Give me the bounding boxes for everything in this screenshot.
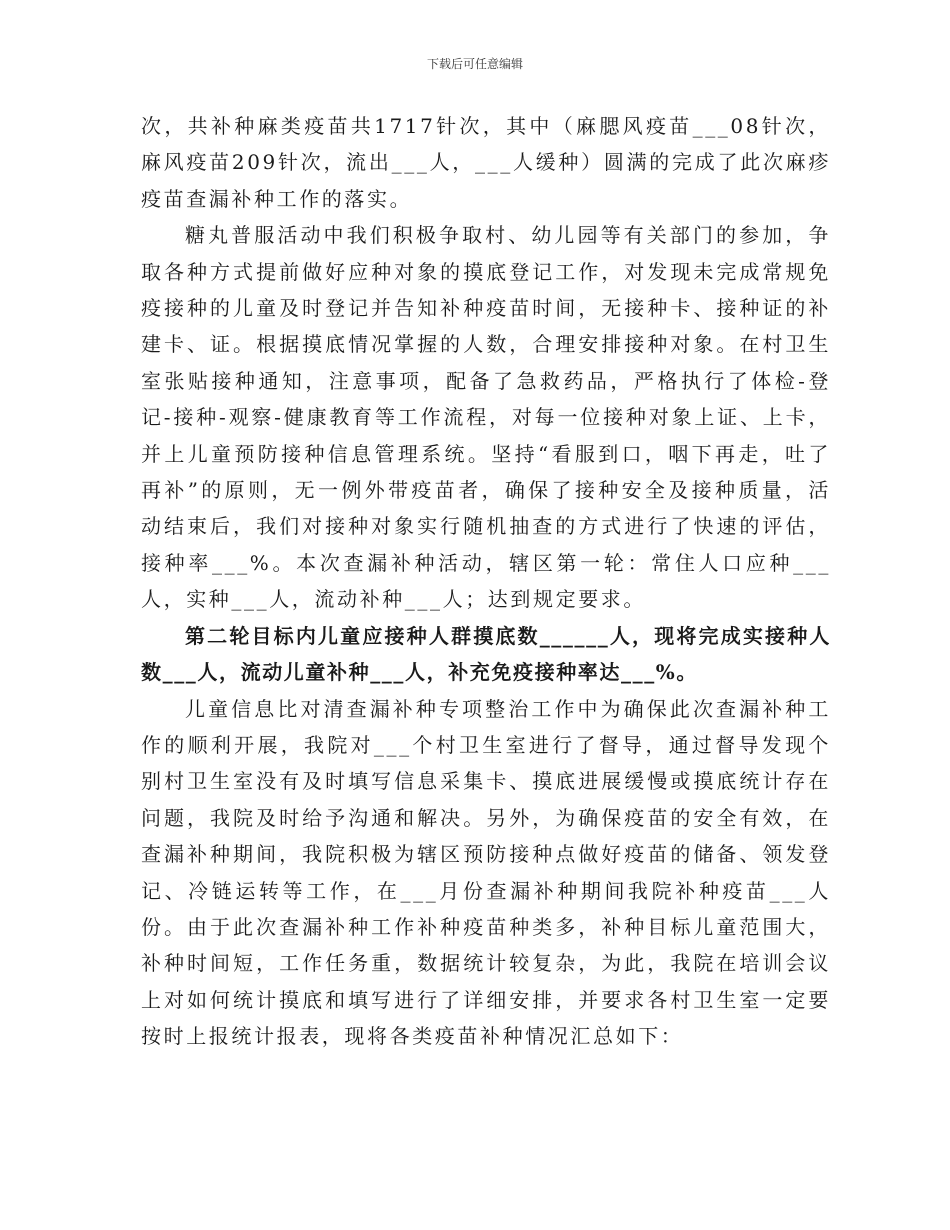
paragraph-second-round: 第二轮目标内儿童应接种人群摸底数______人，现将完成实接种人数___人，流动儿童补种___人，补充免疫接种率达___%。 [141,623,831,685]
paragraph-polio-campaign: 糖丸普服活动中我们积极争取村、幼儿园等有关部门的参加，争取各种方式提前做好应种对象的摸底登记工作，对发现未完成常规免疫接种的儿童及时登记并告知补种疫苗时间，无接种卡、接种证的补建卡、证。根据摸底情况掌握的人数，合理安排接种对象。在村卫生室张贴接种通知，注意事项，配备了急救药品，严格执行了体检-登记-接种-观察-健康教育等工作流程，对每一位接种对象上证、上卡，并上儿童预防接种信息管理系统。坚持“看服到口，咽下再走，吐了再补”的原则，无一例外带疫苗者，确保了接种安全及接种质量，活动结束后，我们对接种对象实行随机抽查的方式进行了快速的评估，接种率___%。本次查漏补种活动，辖区第一轮：常住人口应种___人，实种___人，流动补种___人；达到规定要求。 [141,223,831,612]
paragraph-makeup-summary: 次，共补种麻类疫苗共1717针次，其中（麻腮风疫苗___08针次，麻风疫苗209针次，流出___人，___人缓种）圆满的完成了此次麻疹疫苗查漏补种工作的落实。 [141,114,831,211]
paragraph-info-comparison: 儿童信息比对清查漏补种专项整治工作中为确保此次查漏补种工作的顺利开展，我院对___个村卫生室进行了督导，通过督导发现个别村卫生室没有及时填写信息采集卡、摸底进展缓慢或摸底统计存在问题，我院及时给予沟通和解决。另外，为确保疫苗的安全有效，在查漏补种期间，我院积极为辖区预防接种点做好疫苗的储备、领发登记、冷链运转等工作，在___月份查漏补种期间我院补种疫苗___人份。由于此次查漏补种工作补种疫苗种类多，补种目标儿童范围大，补种时间短，工作任务重，数据统计较复杂，为此，我院在培训会议上对如何统计摸底和填写进行了详细安排，并要求各村卫生室一定要按时上报统计报表，现将各类疫苗补种情况汇总如下： [141,696,831,1049]
document-body [141,108,831,1055]
page-header: 下载后可任意编辑 [426,57,523,71]
